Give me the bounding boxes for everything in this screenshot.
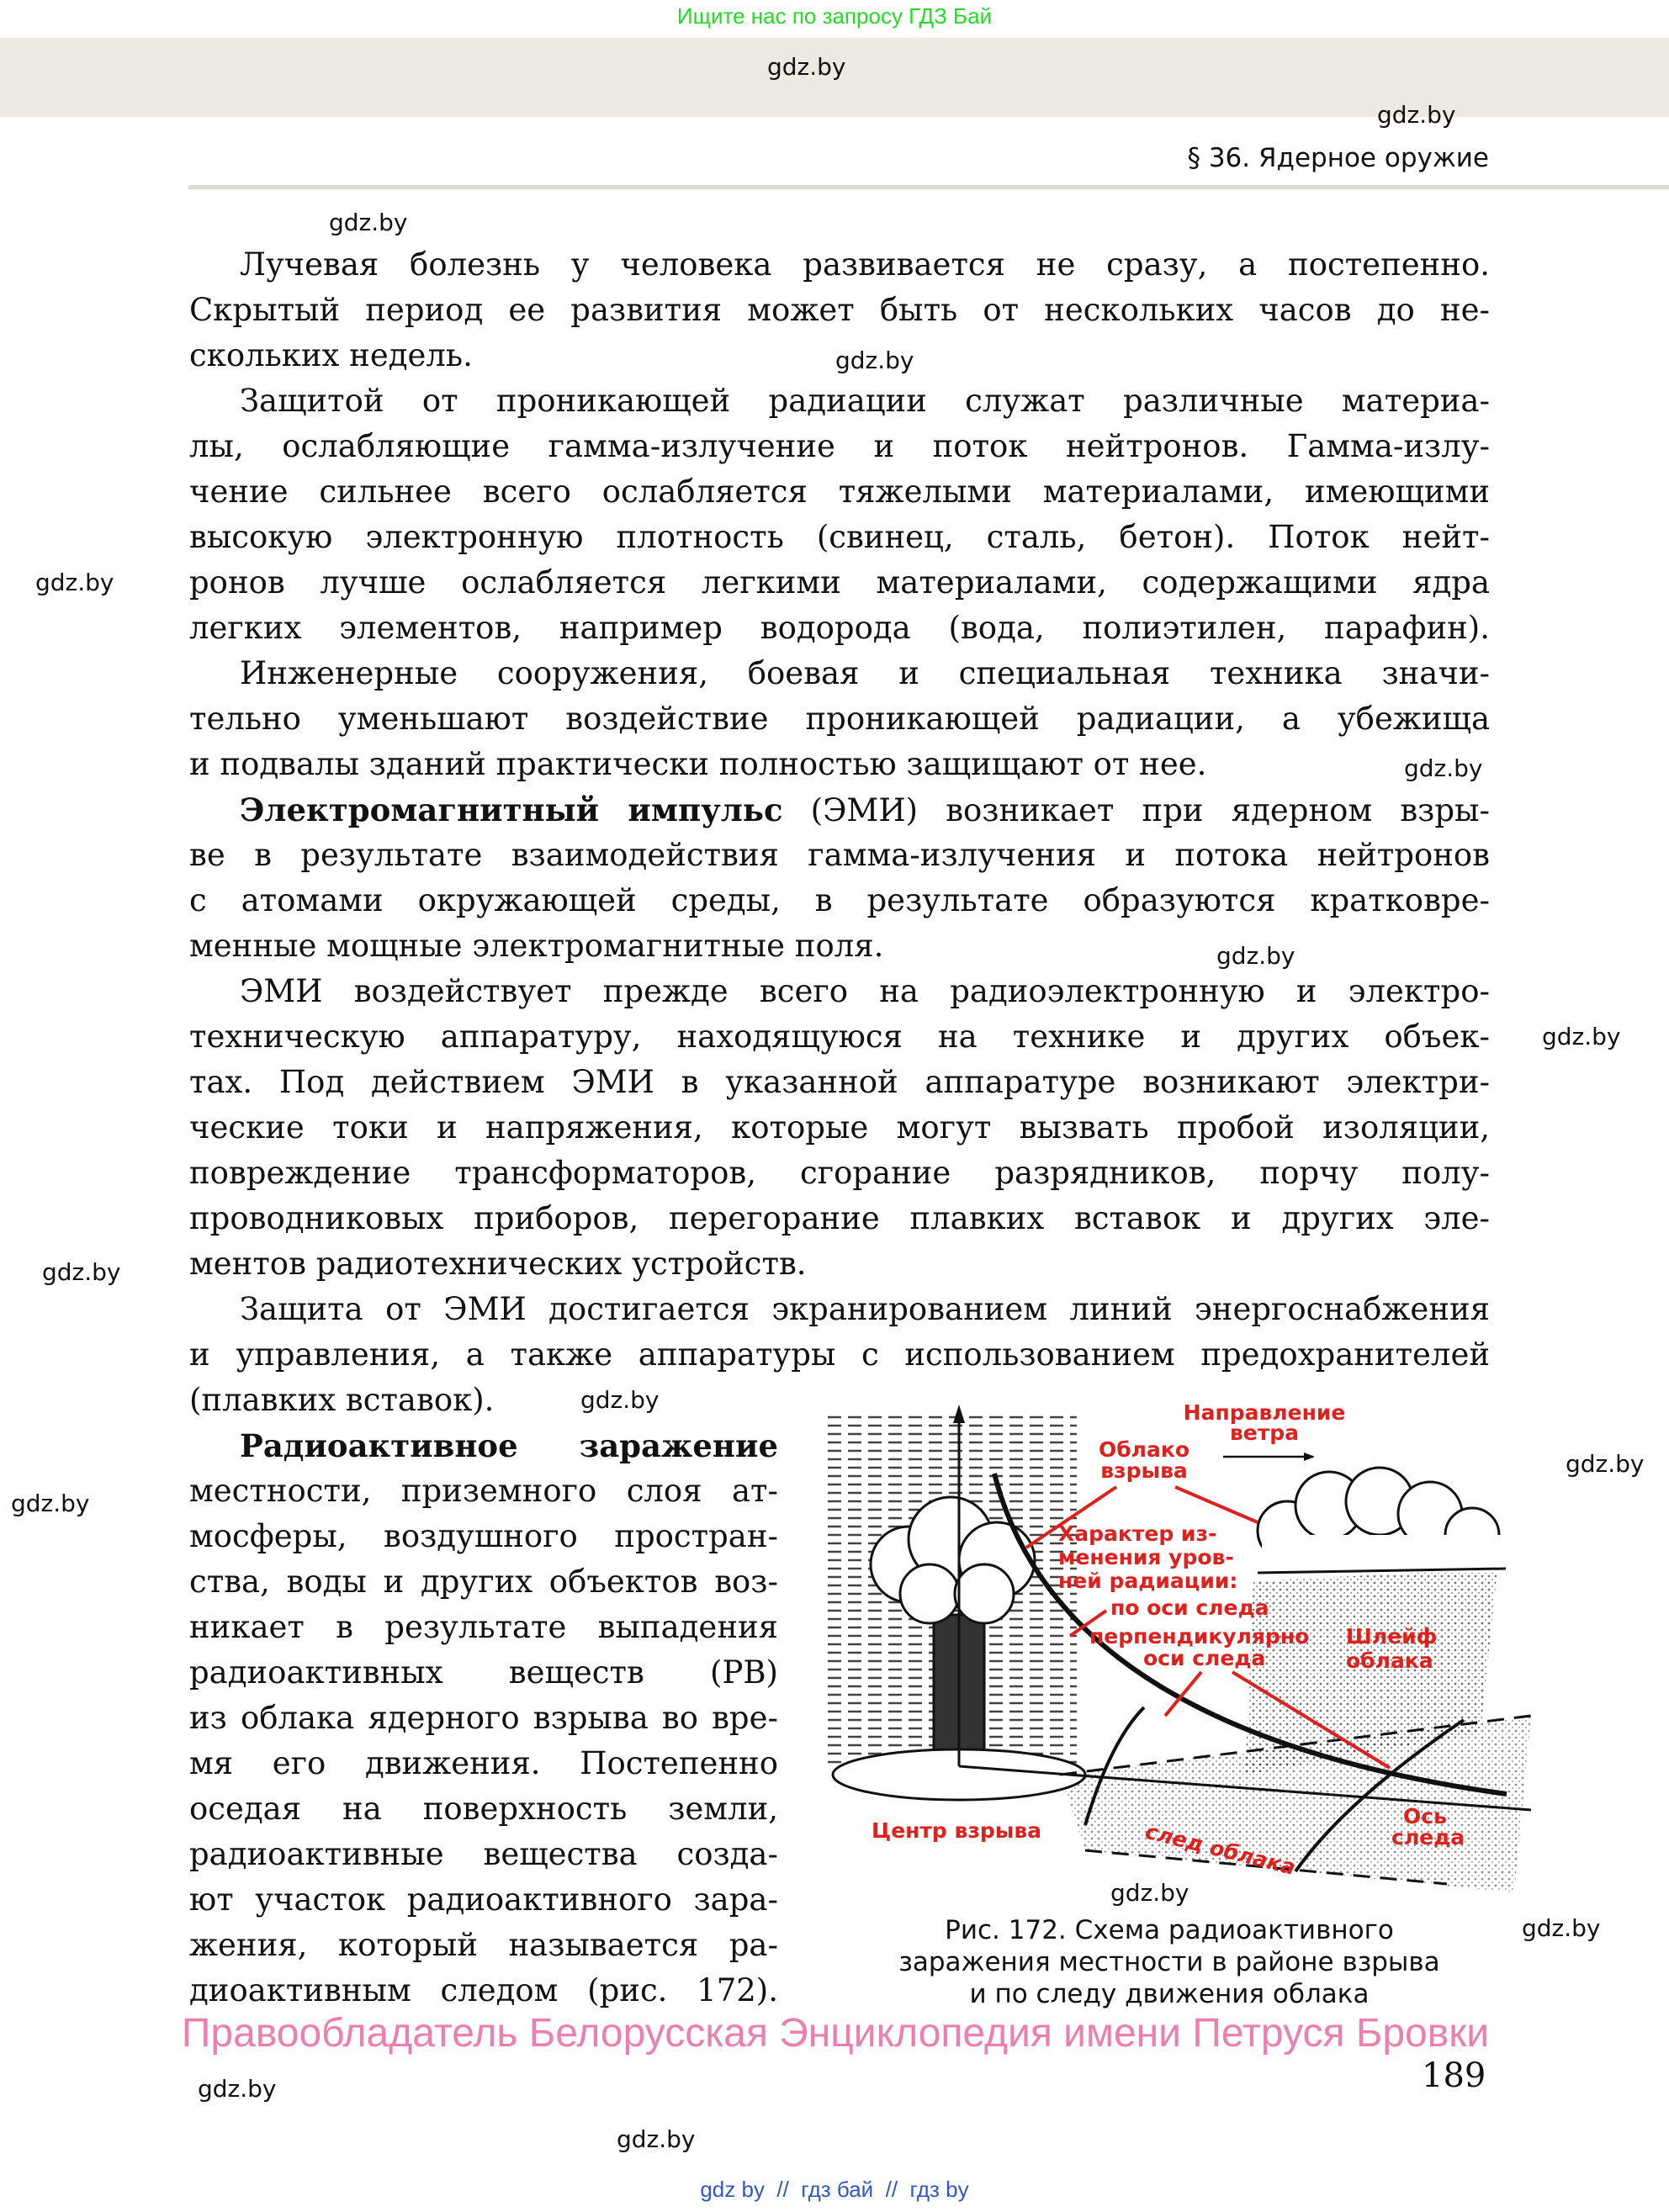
text-span: (ЭМИ) возникает при ядерном взры- (782, 792, 1490, 828)
watermark: gdz.by (1216, 942, 1295, 970)
text-line: повреждение трансформаторов, сгорание разрядников, порчу полу- (189, 1155, 1490, 1191)
watermark: gdz.by (1110, 1879, 1189, 1907)
text-line (189, 787, 1490, 833)
text-line: ве в результате взаимодействия гамма-излучения и потока нейтронов (189, 837, 1490, 873)
text-line: Лучевая болезнь у человека развивается не сразу, а постепенно. (240, 246, 1490, 283)
text-line: лы, ослабляющие гамма-излучение и поток нейтронов. Гамма-излу- (189, 428, 1490, 464)
watermark: gdz.by (767, 53, 846, 81)
fallout-diagram (808, 1379, 1548, 1918)
text-line: диоактивным следом (рис. 172). (189, 1972, 778, 2008)
text-line: жения, который называется ра- (189, 1927, 778, 1963)
text-line: Скрытый период ее развития может быть от нескольких часов до не- (189, 292, 1490, 328)
text-line: ментов радиотехнических устройств. (189, 1246, 807, 1282)
text-line: из облака ядерного взрыва во вре- (189, 1700, 778, 1736)
text-line: оседая на поверхность земли, (189, 1791, 778, 1827)
watermark: gdz.by (42, 1258, 121, 1286)
text-line: менные мощные электромагнитные поля. (189, 928, 884, 964)
text-line (189, 1423, 778, 1468)
header-rule (188, 185, 1669, 189)
text-line: и подвалы зданий практически полностью защищают от нее. (189, 746, 1207, 782)
cloud (1258, 1468, 1506, 1573)
watermark: gdz.by (1566, 1450, 1645, 1478)
caption-line: Рис. 172. Схема радиоактивного (945, 1915, 1394, 1945)
label-plume: облака (1346, 1648, 1433, 1673)
text-line: ют участок радиоактивного зара- (189, 1881, 778, 1918)
label-radiation: ней радиации: (1058, 1569, 1238, 1593)
label-axis: Ось (1403, 1804, 1447, 1828)
text-line: легких элементов, например водорода (вода, полиэтилен, парафин). (189, 610, 1490, 646)
text-line: и управления, а также аппаратуры с использованием предохранителей (189, 1336, 1490, 1373)
text-line: (плавких вставок). (189, 1382, 495, 1418)
watermark: gdz.by (11, 1490, 90, 1517)
watermark: gdz.by (1377, 101, 1456, 129)
paragraph (189, 1423, 778, 2014)
text-line: Инженерные сооружения, боевая и специальная техника значи- (240, 655, 1490, 691)
label-cloud: взрыва (1100, 1458, 1188, 1483)
figure-caption (850, 1914, 1489, 2010)
text-line: мосферы, воздушного простран- (189, 1518, 778, 1554)
running-head: § 36. Ядерное оружие (1187, 143, 1489, 173)
label-radiation: Характер из- (1058, 1521, 1217, 1546)
label-axis-along: по оси следа (1110, 1595, 1269, 1620)
text-line: тах. Под действием ЭМИ в указанной аппаратуре возникают электри- (189, 1064, 1490, 1100)
caption-line: и по следу движения облака (969, 1979, 1370, 2009)
watermark: gdz.by (198, 2075, 277, 2103)
caption-line: заражения местности в районе взрыва (898, 1947, 1440, 1977)
text-line: радиоактивных веществ (РВ) (189, 1654, 778, 1691)
page-number: 189 (1422, 2056, 1486, 2095)
watermark: gdz.by (1404, 754, 1483, 782)
label-trace: след облака (1142, 1818, 1298, 1881)
text-line: Защитой от проникающей радиации служат различные материа- (240, 383, 1490, 419)
text-line: ства, воды и других объектов воз- (189, 1564, 778, 1600)
watermark: gdz.by (35, 569, 114, 596)
text-line: Защита от ЭМИ достигается экранированием линий энергоснабжения (240, 1291, 1490, 1327)
text-line: с атомами окружающей среды, в результате образуются кратковре- (189, 882, 1490, 918)
text-line: тельно уменьшают воздействие проникающей радиации, а убежища (189, 701, 1490, 737)
text-line: техническую аппаратуру, находящуюся на технике и других объек- (189, 1019, 1490, 1055)
watermark: gdz.by (329, 209, 408, 236)
text-line: скольких недель. (189, 337, 473, 373)
label-radiation: менения уров- (1058, 1545, 1234, 1569)
text-line: никает в результате выпадения (189, 1609, 778, 1645)
search-hint: Ищите нас по запросу ГДЗ Бай (676, 3, 993, 29)
text-line: местности, приземного слоя ат- (189, 1473, 778, 1509)
text-line: мя его движения. Постепенно (189, 1745, 778, 1781)
label-cloud: Облако (1098, 1437, 1190, 1462)
label-wind: ветра (1229, 1421, 1300, 1445)
label-perpendicular: оси следа (1143, 1646, 1266, 1670)
text-line: радиоактивные вещества созда- (189, 1836, 778, 1872)
text-line: высокую электронную плотность (свинец, сталь, бетон). Поток нейт- (189, 519, 1490, 555)
watermark: gdz.by (835, 347, 914, 374)
paragraph (189, 651, 1490, 787)
label-plume: Шлейф (1346, 1624, 1438, 1648)
text-line: ронов лучше ослабляется легкими материалами, содержащими ядра (189, 564, 1490, 601)
label-center: Центр взрыва (872, 1818, 1042, 1843)
label-wind: Направление (1183, 1400, 1346, 1425)
label-perpendicular: перпендикулярно (1089, 1624, 1310, 1648)
paragraph (189, 378, 1490, 651)
watermark: gdz.by (617, 2125, 696, 2153)
watermark: gdz.by (1522, 1914, 1601, 1942)
watermark: gdz.by (1542, 1023, 1621, 1050)
bottom-links[interactable]: gdz by // гдз бай // гдз by (700, 2177, 969, 2202)
copyright-notice: Правообладатель Белорусская Энциклопедия имени Петруся Бровки (181, 2011, 1490, 2056)
paragraph (189, 969, 1490, 1287)
text-line: ческие токи и напряжения, которые могут вызвать пробой изоляции, (189, 1109, 1490, 1146)
label-axis: следа (1391, 1825, 1465, 1850)
term: Радиоактивное заражение (240, 1427, 778, 1464)
watermark: gdz.by (580, 1386, 660, 1414)
wind-arrow-head-icon (1304, 1453, 1315, 1461)
text-line: чение сильнее всего ослабляется тяжелыми материалами, имеющими (189, 474, 1490, 510)
paragraph (189, 787, 1490, 969)
text-line: ЭМИ воздействует прежде всего на радиоэлектронную и электро- (240, 973, 1490, 1009)
paragraph (189, 242, 1490, 378)
text-line: проводниковых приборов, перегорание плавких вставок и других эле- (189, 1200, 1490, 1236)
term: Электромагнитный импульс (240, 791, 783, 828)
